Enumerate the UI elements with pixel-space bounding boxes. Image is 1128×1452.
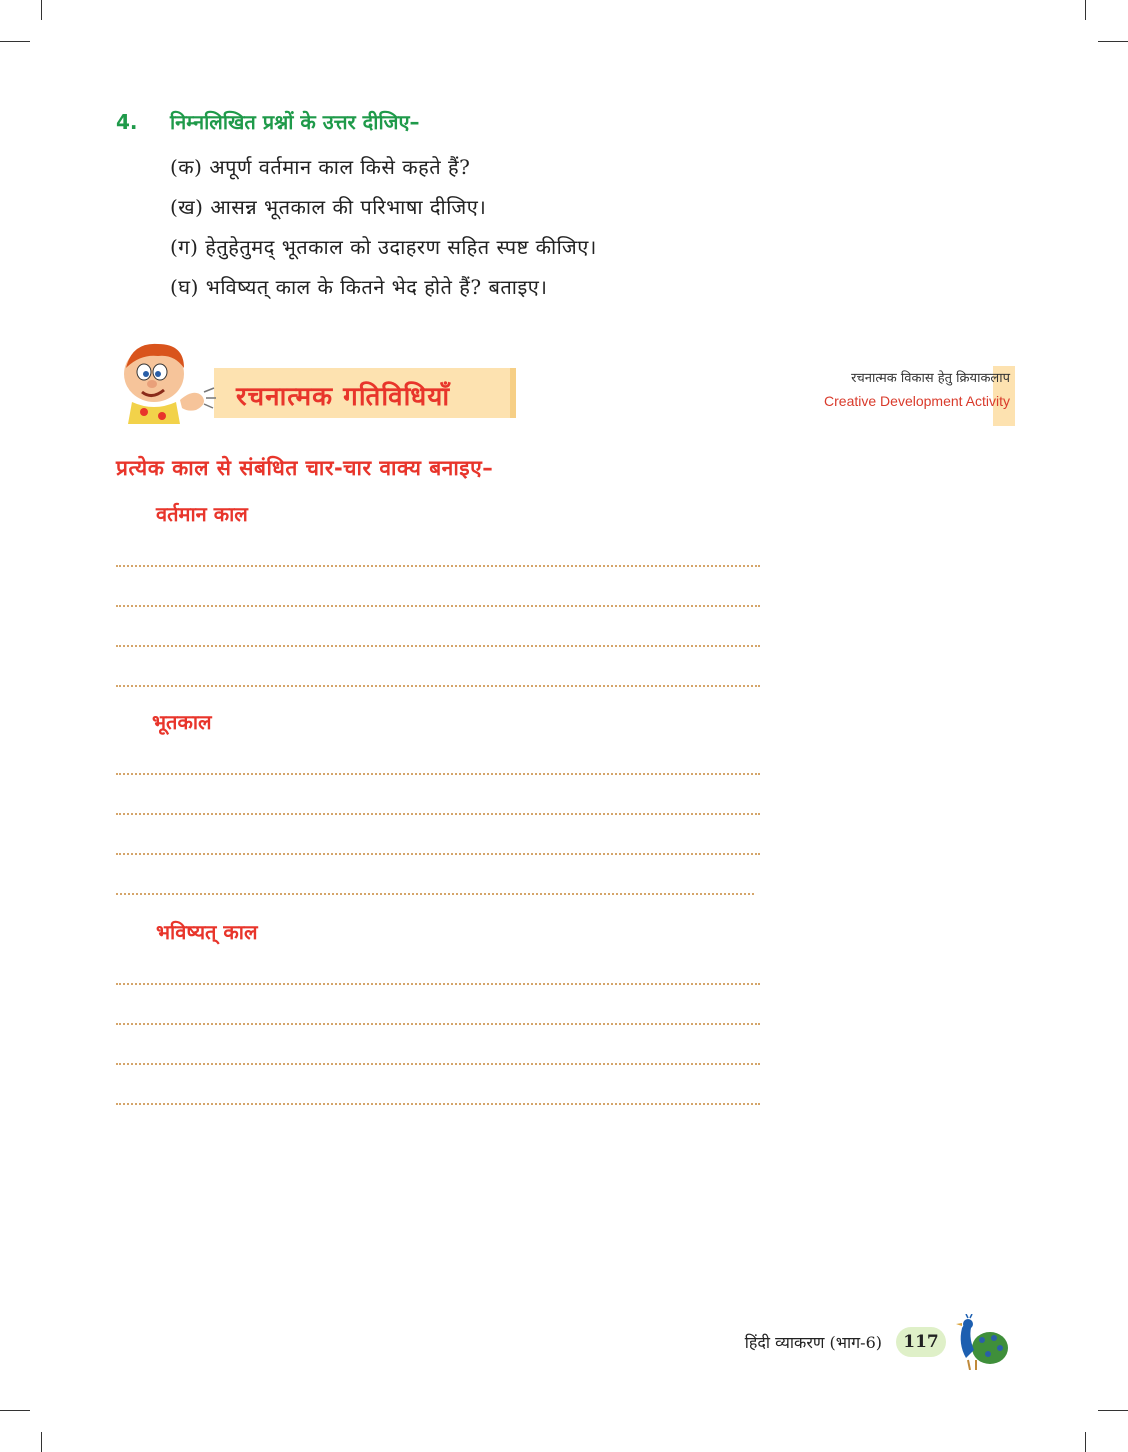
crop-mark — [1098, 1410, 1128, 1411]
banner-side-note — [824, 368, 1010, 412]
crop-mark — [1085, 0, 1086, 20]
banner-title: रचनात्मक गतिविधियाँ — [236, 382, 451, 412]
section-present — [116, 500, 760, 687]
question-block — [116, 108, 816, 307]
answer-line[interactable] — [116, 985, 760, 1025]
side-note-hindi: रचनात्मक विकास हेतु क्रियाकलाप — [851, 371, 1010, 386]
section-title: भविष्यत् काल — [156, 920, 258, 944]
answer-line[interactable] — [116, 945, 760, 985]
section-title: भूतकाल — [152, 710, 212, 734]
question-item: (घ) भविष्यत् काल के कितने भेद होते हैं? बताइए। — [170, 275, 548, 299]
question-item: (ख) आसन्न भूतकाल की परिभाषा दीजिए। — [170, 195, 487, 219]
crop-mark — [41, 0, 42, 20]
question-list — [170, 147, 816, 307]
crop-mark — [1085, 1432, 1086, 1452]
answer-line[interactable] — [116, 775, 760, 815]
peacock-icon — [948, 1314, 1010, 1370]
cartoon-boy-icon — [118, 338, 218, 424]
question-number: 4. — [116, 110, 138, 134]
section-past — [116, 708, 760, 895]
activity-banner — [118, 338, 518, 424]
question-heading — [116, 108, 816, 135]
answer-line[interactable] — [116, 1025, 760, 1065]
crop-mark — [1098, 41, 1128, 42]
answer-line[interactable] — [116, 607, 760, 647]
answer-line[interactable] — [116, 567, 760, 607]
answer-line[interactable] — [116, 815, 760, 855]
question-item: (ग) हेतुहेतुमद् भूतकाल को उदाहरण सहित स्पष्ट कीजिए। — [170, 235, 597, 259]
side-note-english: Creative Development Activity — [824, 393, 1010, 409]
banner-ribbon — [214, 368, 516, 418]
question-item: (क) अपूर्ण वर्तमान काल किसे कहते हैं? — [170, 155, 471, 179]
answer-line[interactable] — [116, 855, 754, 895]
page-footer — [745, 1314, 1010, 1370]
answer-line[interactable] — [116, 647, 760, 687]
page-number: 117 — [896, 1327, 946, 1357]
activity-heading: प्रत्येक काल से संबंधित चार-चार वाक्य बनाइए– — [116, 456, 494, 480]
crop-mark — [0, 1410, 30, 1411]
answer-line[interactable] — [116, 527, 760, 567]
crop-mark — [41, 1432, 42, 1452]
book-title: हिंदी व्याकरण (भाग-6) — [744, 1333, 882, 1352]
answer-line[interactable] — [116, 1065, 760, 1105]
section-title: वर्तमान काल — [156, 502, 248, 526]
crop-mark — [0, 41, 30, 42]
section-future — [116, 918, 760, 1105]
answer-line[interactable] — [116, 735, 760, 775]
question-title: निम्नलिखित प्रश्नों के उत्तर दीजिए– — [170, 110, 420, 134]
